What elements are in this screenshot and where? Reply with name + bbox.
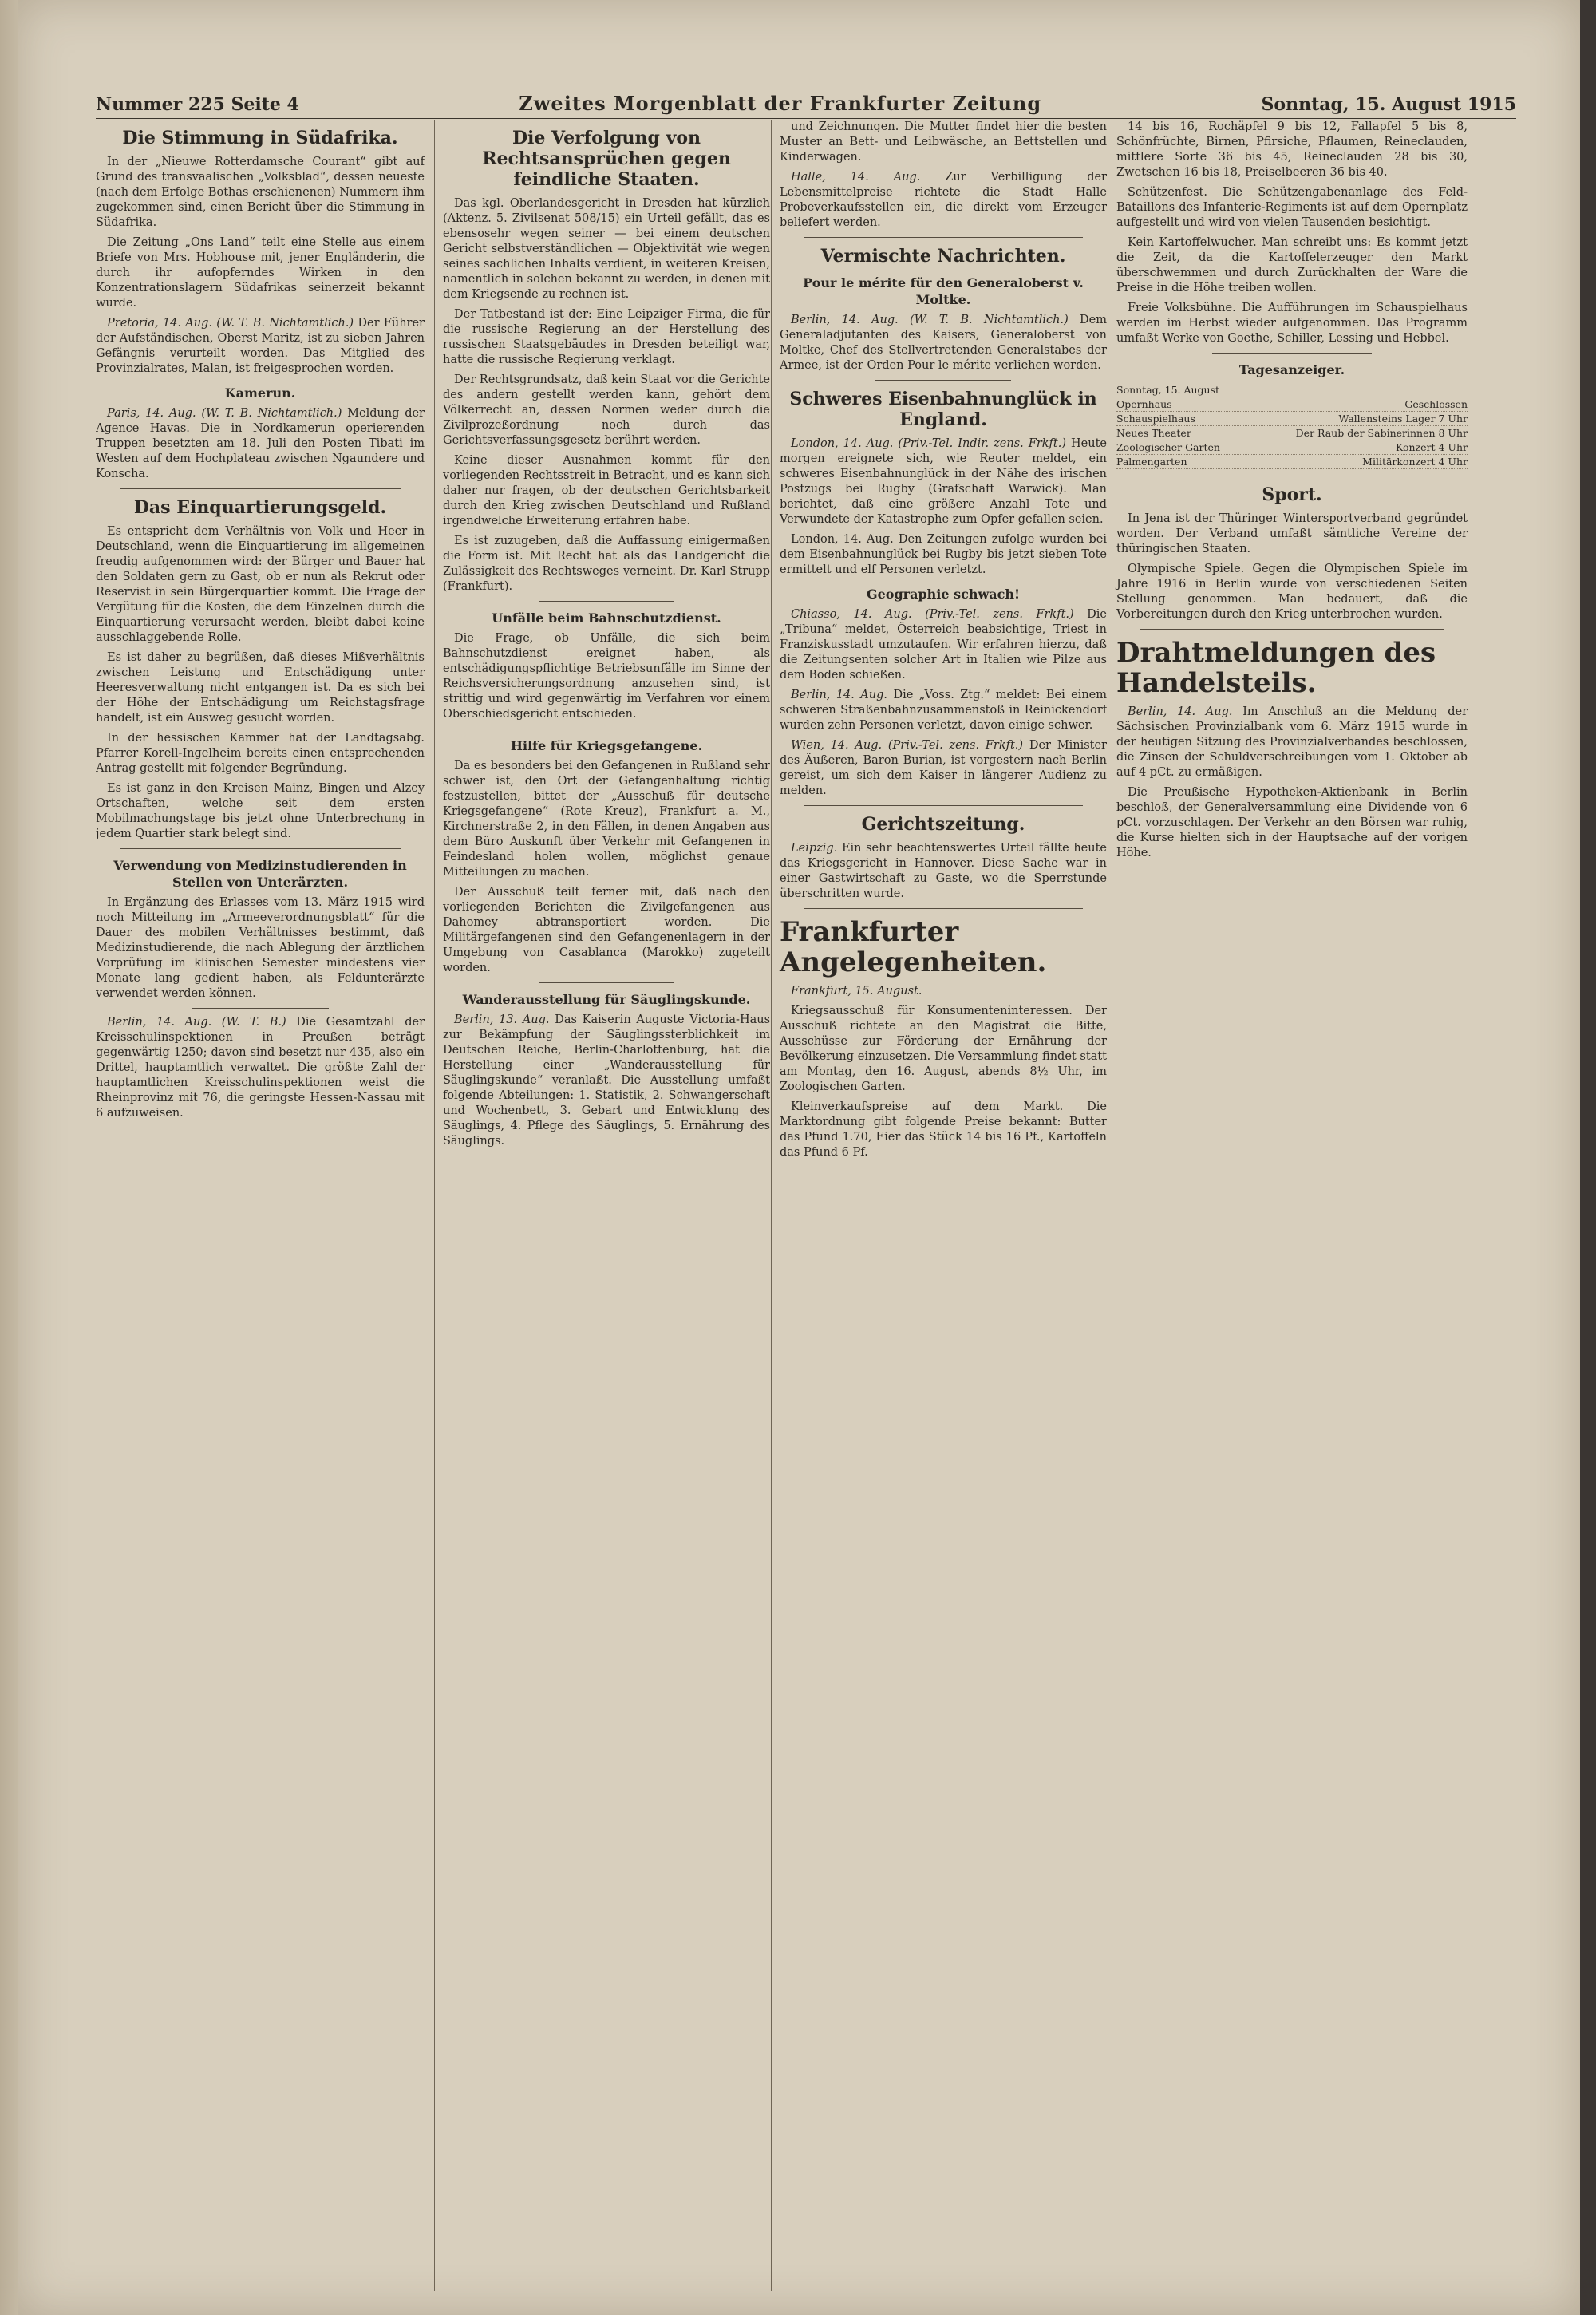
listing-row: Opernhaus Geschlossen xyxy=(1116,398,1468,410)
article-paragraph: Keine dieser Ausnahmen kommt für den vorliegenden Rechtsstreit in Betracht, und es kann sich daher nur fragen, ob der deutschen Gerichtsbarkeit durch den Krieg zwischen Deutschland und Rußland irgendwelche Erweiterung erfahren habe. xyxy=(443,454,770,527)
divider xyxy=(192,1008,329,1009)
dateline: Berlin, 14. Aug. xyxy=(791,689,888,701)
article-paragraph: London, 14. Aug. Den Zeitungen zufolge wurden bei dem Eisenbahnunglück bei Rugby bis jetzt sieben Tote ermittelt und elf Personen verletzt. xyxy=(780,533,1107,576)
article-paragraph: Im Anschluß an die Meldung der Sächsischen Provinzialbank vom 6. März 1915 wurde in der heutigen Sitzung des Provinzialverbandes beschlossen, die Zinsen der Schuldverschreibungen vom 1. Oktober ab auf 4 pCt. zu ermäßigen. xyxy=(1116,705,1468,779)
article-paragraph: Da es besonders bei den Gefangenen in Rußland sehr schwer ist, den Ort der Gefangenhaltung richtig festzustellen, bittet der „Ausschuß für deutsche Kriegsgefangene“ (Rote Kreuz), Frankfurt a. M., Kirchnerstraße 2, in den Fällen, in denen Angaben aus dem Büro Auskunft über Verkehr mit Gefangenen in Feindesland holen wollen, möglichst genaue Mitteilungen zu machen. xyxy=(443,760,770,879)
divider xyxy=(120,488,401,489)
dateline: Chiasso, 14. Aug. (Priv.-Tel. zens. Frkft.) xyxy=(791,608,1074,621)
issue-date: Sonntag, 15. August 1915 xyxy=(1261,94,1516,115)
dateline: Berlin, 14. Aug. (W. T. B. Nichtamtlich.) xyxy=(791,314,1069,326)
article-paragraph: Meldung der Agence Havas. Die in Nordkamerun operierenden Truppen besetzten am 18. Juli den Posten Tibati im Westen auf dem Hochplateau zwischen Ngaundere und Konscha. xyxy=(96,407,425,480)
divider xyxy=(875,380,1011,381)
newspaper-title: Zweites Morgenblatt der Frankfurter Zeitung xyxy=(519,92,1042,115)
article-paragraph: Es ist daher zu begrüßen, daß dieses Mißverhältnis zwischen Leistung und Entschädigung unter Heeresverwaltung nicht entgangen ist. Da es sich bei der Höhe der Entschädigung um Reichstagsfrage handelt, ist ein Ausweg gesucht worden. xyxy=(96,651,425,725)
headline: Kamerun. xyxy=(224,385,296,401)
article-paragraph: Es entspricht dem Verhältnis von Volk und Heer in Deutschland, wenn die Einquartierung im allgemeinen freudig aufgenommen wird: der Bürger und Bauer hat den Soldaten gern zu Gast, ob er nun als Rekrut oder Reservist in sein Bürgerquartier kommt. Die Frage der Vergütung für die Kosten, die dem Einzelnen durch die Einquartierung verursacht werden, bleibt dabei keine ausschlaggebende Rolle. xyxy=(96,525,425,644)
dateline: Leipzig. xyxy=(791,842,838,855)
article-paragraph: Die Frage, ob Unfälle, die sich beim Bahnschutzdienst ereignet haben, als entschädigungspflichtige Betriebsunfälle im Sinne der Reichsversicherungsordnung anzusehen sind, ist strittig und wird gegenwärtig im Verfahren vor einem Oberschiedsgericht entschieden. xyxy=(443,632,770,721)
article-paragraph: Der Rechtsgrundsatz, daß kein Staat vor die Gerichte des andern gestellt werden kann, gehört dem Völkerrecht an, dessen Normen weder durch die Zivilprozeßordnung noch durch das Gerichtsverfassungsgesetz berührt werden. xyxy=(443,373,770,447)
event-listing xyxy=(1116,383,1468,469)
dateline: Berlin, 13. Aug. xyxy=(454,1013,550,1026)
article-paragraph: Das Kaiserin Auguste Victoria-Haus zur Bekämpfung der Säuglingssterblichkeit im Deutschen Reiche, Berlin-Charlottenburg, hat die Herstellung einer „Wanderausstellung für Säuglingskunde“ veranlaßt. Die Ausstellung umfaßt folgende Abteilungen: 1. Statistik, 2. Schwangerschaft und Wochenbett, 3. Gebart und Entwicklung des Säuglings, 4. Pflege des Säuglings, 5. Ernährung des Säuglings. xyxy=(443,1013,770,1148)
headline: Unfälle beim Bahnschutzdienst. xyxy=(492,610,721,626)
dateline: Berlin, 14. Aug. xyxy=(1128,705,1233,718)
issue-number: Nummer 225 Seite 4 xyxy=(96,94,299,115)
listing-row: Neues Theater Der Raub der Sabinerinnen 8 Uhr xyxy=(1116,427,1468,439)
article-paragraph: Das kgl. Oberlandesgericht in Dresden hat kürzlich (Aktenz. 5. Zivilsenat 508/15) ein Urteil gefällt, das es ebensosehr wegen seiner — bei einem deutschen Gericht selbstverständlichen — Objektivität wie wegen seines sachlichen Inhalts verdient, in weiteren Kreisen, namentlich in solchen bekannt zu werden, in denen mit dem Kriegsende zu rechnen ist. xyxy=(443,197,770,301)
dateline: Berlin, 14. Aug. (W. T. B.) xyxy=(107,1016,286,1029)
headline: Tagesanzeiger. xyxy=(1238,362,1345,377)
dateline: Halle, 14. Aug. xyxy=(791,171,921,184)
listing-row: Palmengarten Militärkonzert 4 Uhr xyxy=(1116,456,1468,468)
section-headline: Frankfurter Angelegenheiten. xyxy=(780,916,1047,978)
article-paragraph: Heute morgen ereignete sich, wie Reuter meldet, ein schweres Eisenbahnunglück in der Nähe des irischen Postzugs bei Rugby (Grafschaft Warwick). Man berichtet, daß eine größere Anzahl Tote und Verwundete der Katastrophe zum Opfer gefallen seien. xyxy=(780,437,1107,526)
dateline: Frankfurt, 15. August. xyxy=(791,985,922,998)
divider xyxy=(804,908,1083,909)
article-paragraph: Der Ausschuß teilt ferner mit, daß nach den vorliegenden Berichten die Zivilgefangenen aus Dahomey abtransportiert worden. Die Militärgefangenen sind den Gefangenenlagern in der Umgebung von Casablanca (Marokko) zugeteilt worden. xyxy=(443,886,770,974)
article-paragraph: Der Minister des Äußeren, Baron Burian, ist vorgestern nach Berlin gereist, um sich dem Kaiser in längerer Audienz zu melden. xyxy=(780,739,1107,797)
article-paragraph: Die Zeitung „Ons Land“ teilt eine Stelle aus einem Briefe von Mrs. Hobhouse mit, jener Engländerin, die durch ihr aufopferndes Wirken in den Konzentrationslagern Südafrikas seinerzeit bekannt wurde. xyxy=(96,236,425,310)
article-paragraph: Die „Tribuna“ meldet, Österreich beabsichtige, Triest in Franziskusstadt umzutaufen. Wir erfahren hierzu, daß die Zeitungsenten solcher Art in Italien wie Pilze aus dem Boden schießen. xyxy=(780,608,1107,681)
article-paragraph: Es ist ganz in den Kreisen Mainz, Bingen und Alzey Ortschaften, welche seit dem ersten Mobilmachungstage bis jetzt ohne Unterbrechung in jedem Quartier stark belegt sind. xyxy=(96,782,425,840)
divider xyxy=(539,982,674,983)
article-paragraph: Olympische Spiele. Gegen die Olympischen Spiele im Jahre 1916 in Berlin wurde von verschiedenen Seiten Stellung genommen. Man bedauert, daß die Vorbereitungen durch den Krieg unterbrochen wurden. xyxy=(1116,563,1468,621)
article-paragraph: Der Tatbestand ist der: Eine Leipziger Firma, die für die russische Regierung an der Herstellung des russischen Staatsgebäudes in Dresden beteiligt war, hatte die russische Regierung verklagt. xyxy=(443,308,770,366)
divider xyxy=(804,805,1083,806)
article-paragraph: und Zeichnungen. Die Mutter findet hier die besten Muster an Bett- und Leibwäsche, an Bettstellen und Kinderwagen. xyxy=(780,120,1107,164)
article-paragraph: Die Preußische Hypotheken-Aktienbank in Berlin beschloß, der Generalversammlung eine Dividende von 6 pCt. vorzuschlagen. Der Verkehr an den Börsen war ruhig, die Kurse hielten sich in der Hauptsache auf der vorigen Höhe. xyxy=(1116,786,1468,859)
article-paragraph: Kriegsausschuß für Konsumenteninteressen. Der Ausschuß richtete an den Magistrat die Bitte, Ausschüsse zur Förderung der Ernährung der Bevölkerung einzusetzen. Die Versammlung findet statt am Montag, den 16. August, abends 8½ Uhr, im Zoologischen Garten. xyxy=(780,1005,1107,1093)
divider xyxy=(804,237,1083,238)
headline: Die Verfolgung von Rechtsansprüchen gegen feindliche Staaten. xyxy=(482,128,731,190)
divider xyxy=(1140,629,1444,630)
dateline: Wien, 14. Aug. (Priv.-Tel. zens. Frkft.) xyxy=(791,739,1024,752)
headline: Die Stimmung in Südafrika. xyxy=(122,128,398,148)
headline: Schweres Eisenbahnunglück in England. xyxy=(789,389,1097,430)
headline: Hilfe für Kriegsgefangene. xyxy=(510,738,703,753)
article-paragraph: Kein Kartoffelwucher. Man schreibt uns: Es kommt jetzt die Zeit, da die Kartoffelerzeuger den Markt überschwemmen und durch Zurückhalten der Ware die Preise in die Höhe treiben wollen. xyxy=(1116,236,1468,294)
divider xyxy=(120,848,401,849)
article-paragraph: Der Führer der Aufständischen, Oberst Maritz, ist zu sieben Jahren Gefängnis verurteilt worden. Das Mitglied des Provinzialrates, Malan, ist freigesprochen worden. xyxy=(96,317,425,375)
article-paragraph: Schützenfest. Die Schützengabenanlage des Feld-Bataillons des Infanterie-Regiments ist auf dem Opernplatz aufgestellt und wird von vielen Tausenden besichtigt. xyxy=(1116,186,1468,229)
dateline: Paris, 14. Aug. (W. T. B. Nichtamtlich.) xyxy=(107,407,342,420)
listing-row: Schauspielhaus Wallensteins Lager 7 Uhr xyxy=(1116,413,1468,425)
article-paragraph: In der „Nieuwe Rotterdamsche Courant“ gibt auf Grund des transvaalischen „Volksblad“, dessen neueste (nach dem Erfolge Bothas erschienenen) Nummern ihm zugekommen sind, einen Bericht über die Stimmung in Südafrika. xyxy=(96,156,425,229)
article-paragraph: Ein sehr beachtenswertes Urteil fällte heute das Kriegsgericht in Hannover. Diese Sache war in einer Gastwirtschaft zu Gaste, wo die Sperrstunde überschritten wurde. xyxy=(780,842,1107,900)
dateline: Pretoria, 14. Aug. (W. T. B. Nichtamtlich.) xyxy=(107,317,354,330)
divider xyxy=(539,601,674,602)
masthead xyxy=(96,80,1516,120)
article-paragraph: Zur Verbilligung der Lebensmittelpreise richtete die Stadt Halle Probeverkaufsstellen ein, die direkt vom Erzeuger beliefert werden. xyxy=(780,171,1107,229)
listing-row: Sonntag, 15. August xyxy=(1116,383,1468,397)
article-paragraph: Freie Volksbühne. Die Aufführungen im Schauspielhaus werden im Herbst wieder aufgenommen. Das Programm umfaßt Werke von Goethe, Schiller, Lessing und Hebbel. xyxy=(1116,302,1468,345)
article-paragraph: Die „Voss. Ztg.“ meldet: Bei einem schweren Straßenbahnzusammenstoß in Reinickendorf wurden zehn Personen verletzt, davon einige schwer. xyxy=(780,689,1107,732)
article-paragraph: In der hessischen Kammer hat der Landtagsabg. Pfarrer Korell-Ingelheim bereits einen entsprechenden Antrag gestellt mit folgender Begründung. xyxy=(96,732,425,775)
article-paragraph: Kleinverkaufspreise auf dem Markt. Die Marktordnung gibt folgende Preise bekannt: Butter das Pfund 1.70, Eier das Stück 14 bis 16 Pf., Kartoffeln das Pfund 6 Pf. xyxy=(780,1100,1107,1159)
article-paragraph: In Ergänzung des Erlasses vom 13. März 1915 wird noch Mitteilung im „Armeeverordnungsblatt“ für die Dauer des mobilen Verhältnisses bestimmt, daß Medizinstudierende, die nach Ablegung der ärztlichen Vorprüfung im klinischen Semester mindestens vier Monate lang gedient haben, als Feldunterärzte verwendet werden können. xyxy=(96,896,425,1000)
divider xyxy=(1212,353,1372,354)
headline: Das Einquartierungsgeld. xyxy=(133,497,387,518)
article-paragraph: 14 bis 16, Rochäpfel 9 bis 12, Fallapfel 5 bis 8, Schönfrüchte, Birnen, Pfirsiche, Pflaumen, Reineclauden, mittlere Sorte 36 bis 45, Reineclauden 28 bis 30, Zwetschen 16 bis 18, Preiselbeeren 36 bis 40. xyxy=(1116,120,1468,179)
listing-row: Zoologischer Garten Konzert 4 Uhr xyxy=(1116,441,1468,453)
column-2 xyxy=(434,120,770,2291)
article-paragraph: In Jena ist der Thüringer Wintersportverband gegründet worden. Der Verband umfaßt sämtliche Vereine der thüringischen Staaten. xyxy=(1116,512,1468,555)
headline: Vermischte Nachrichten. xyxy=(820,246,1066,267)
dateline: London, 14. Aug. (Priv.-Tel. Indir. zens. Frkft.) xyxy=(791,437,1067,450)
column-1 xyxy=(96,120,425,2291)
headline: Geographie schwach! xyxy=(866,587,1021,602)
headline: Wanderausstellung für Säuglingskunde. xyxy=(462,992,751,1007)
article-paragraph: Dem Generaladjutanten des Kaisers, Generaloberst von Moltke, Chef des Stellvertretenden Generalstabes der Armee, ist der Orden Pour le mérite verliehen worden. xyxy=(780,314,1107,372)
headline: Verwendung von Medizinstudierenden in Stellen von Unterärzten. xyxy=(113,858,407,890)
headline: Sport. xyxy=(1262,484,1322,505)
section-headline: Drahtmeldungen des Handelsteils. xyxy=(1116,637,1436,699)
article-paragraph: Es ist zuzugeben, daß die Auffassung einigermaßen die Form ist. Mit Recht hat als das Landgericht die Zulässigkeit des Rechtsweges verneint. Dr. Karl Strupp (Frankfurt). xyxy=(443,535,770,593)
column-4 xyxy=(1108,120,1468,2291)
column-3 xyxy=(771,120,1107,2291)
headline: Gerichtszeitung. xyxy=(861,814,1025,835)
headline: Pour le mérite für den Generaloberst v. Moltke. xyxy=(803,275,1084,307)
article-paragraph: Die Gesamtzahl der Kreisschulinspektionen in Preußen beträgt gegenwärtig 1250; davon sind besetzt nur 435, also ein Drittel, hauptamtlich verwaltet. Die größte Zahl der hauptamtlichen Kreisschulinspektionen weist die Rheinprovinz mit 76, die geringste Hessen-Nassau mit 6 aufzuweisen. xyxy=(96,1016,425,1120)
